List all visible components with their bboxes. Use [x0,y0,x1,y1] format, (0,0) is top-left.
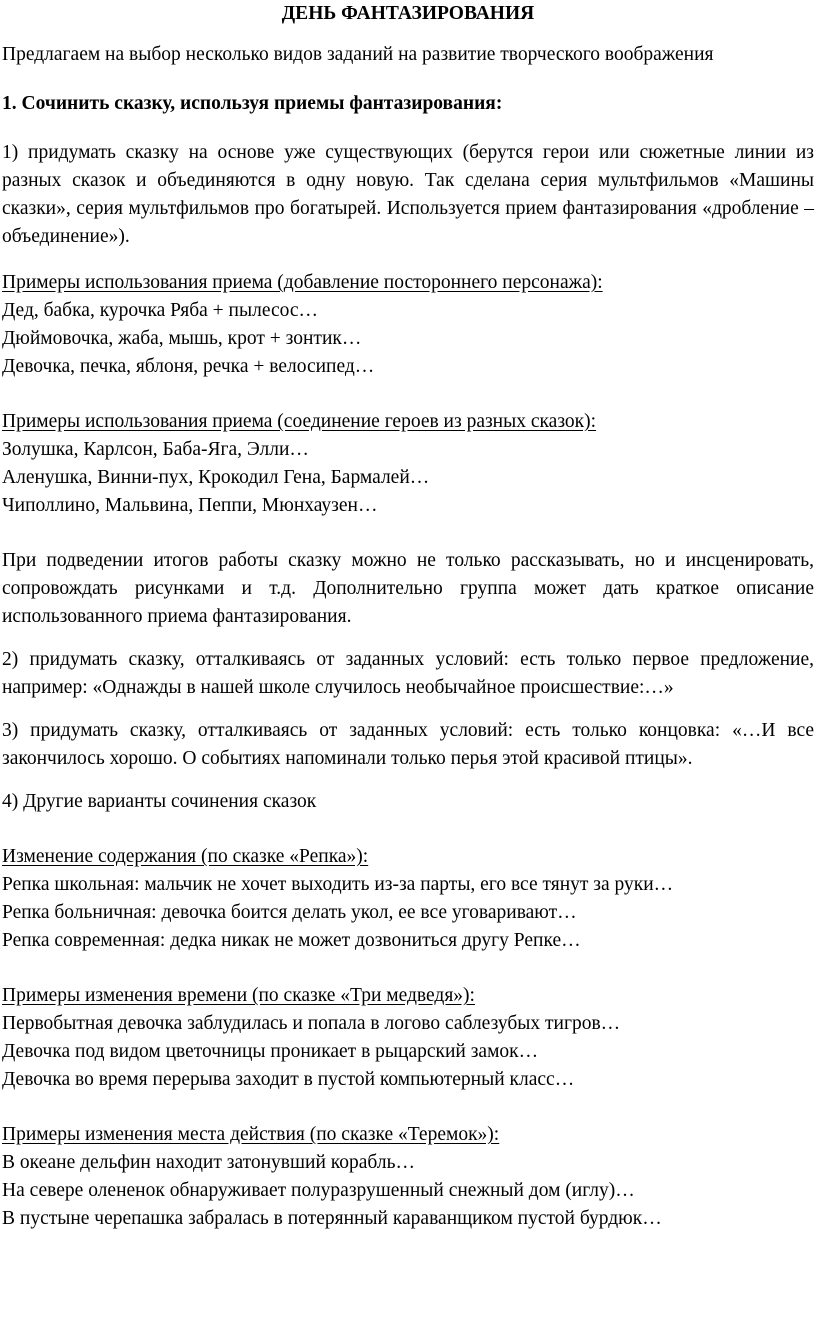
section-heading: 1. Сочинить сказку, используя приемы фантазирования: [2,93,503,114]
examples-change-content [2,843,814,955]
example-line: Девочка во время перерыва заходит в пустой компьютерный класс… [2,1069,575,1090]
page-title: ДЕНЬ ФАНТАЗИРОВАНИЯ [281,3,535,24]
examples-heading: Изменение содержания (по сказке «Репка»): [2,846,369,867]
example-line: Золушка, Карлсон, Баба-Яга, Элли… [2,439,309,460]
examples-heading: Примеры изменения места действия (по сказке «Теремок»): [2,1124,500,1145]
example-line: Репка больничная: девочка боится делать укол, ее все уговаривают… [2,902,577,923]
examples-heading: Примеры использования приема (добавление постороннего персонажа): [2,272,603,293]
example-line: Первобытная девочка заблудилась и попала в логово саблезубых тигров… [2,1013,621,1034]
example-line: На севере олененок обнаруживает полуразрушенный снежный дом (иглу)… [2,1180,635,1201]
example-line: В океане дельфин находит затонувший корабль… [2,1152,415,1173]
example-line: Дед, бабка, курочка Ряба + пылесос… [2,300,318,321]
summary-paragraph: При подведении итогов работы сказку можно не только рассказывать, но и инсценировать, сопровождать рисунками и т.д. Дополнительно группа может дать краткое описание использованного приема фантазирования. [2,550,814,627]
examples-change-place [2,1121,814,1233]
examples-combined-heroes [2,408,814,520]
example-line: Чиполлино, Мальвина, Пеппи, Мюнхаузен… [2,495,378,516]
task-3-paragraph: 3) придумать сказку, отталкиваясь от заданных условий: есть только концовка: «…И все закончилось хорошо. О событиях напоминали только перья этой красивой птицы». [2,720,814,769]
example-line: Дюймовочка, жаба, мышь, крот + зонтик… [2,328,362,349]
examples-heading: Примеры использования приема (соединение героев из разных сказок): [2,411,597,432]
example-line: Аленушка, Винни-пух, Крокодил Гена, Бармалей… [2,467,430,488]
example-line: Репка школьная: мальчик не хочет выходить из-за парты, его все тянут за руки… [2,874,674,895]
task-2-paragraph: 2) придумать сказку, отталкиваясь от заданных условий: есть только первое предложение, например: «Однажды в нашей школе случилось необычайное происшествие:…» [2,649,814,698]
example-line: Девочка, печка, яблоня, речка + велосипед… [2,356,375,377]
example-line: Репка современная: дедка никак не может дозвониться другу Репке… [2,930,581,951]
examples-change-time [2,982,814,1094]
task-4-paragraph: 4) Другие варианты сочинения сказок [2,791,317,812]
intro-text: Предлагаем на выбор несколько видов заданий на развитие творческого воображения [2,44,714,65]
task-1-paragraph: 1) придумать сказку на основе уже существующих (берутся герои или сюжетные линии из разных сказок и объединяются в одну новую. Так сделана серия мультфильмов «Машины сказки», серия мультфильмов про богатырей. Используется прием фантазирования «дробление – объединение»). [2,142,814,247]
examples-added-character [2,269,814,381]
examples-heading: Примеры изменения времени (по сказке «Три медведя»): [2,985,475,1006]
example-line: В пустыне черепашка забралась в потерянный караванщиком пустой бурдюк… [2,1208,662,1229]
example-line: Девочка под видом цветочницы проникает в рыцарский замок… [2,1041,539,1062]
